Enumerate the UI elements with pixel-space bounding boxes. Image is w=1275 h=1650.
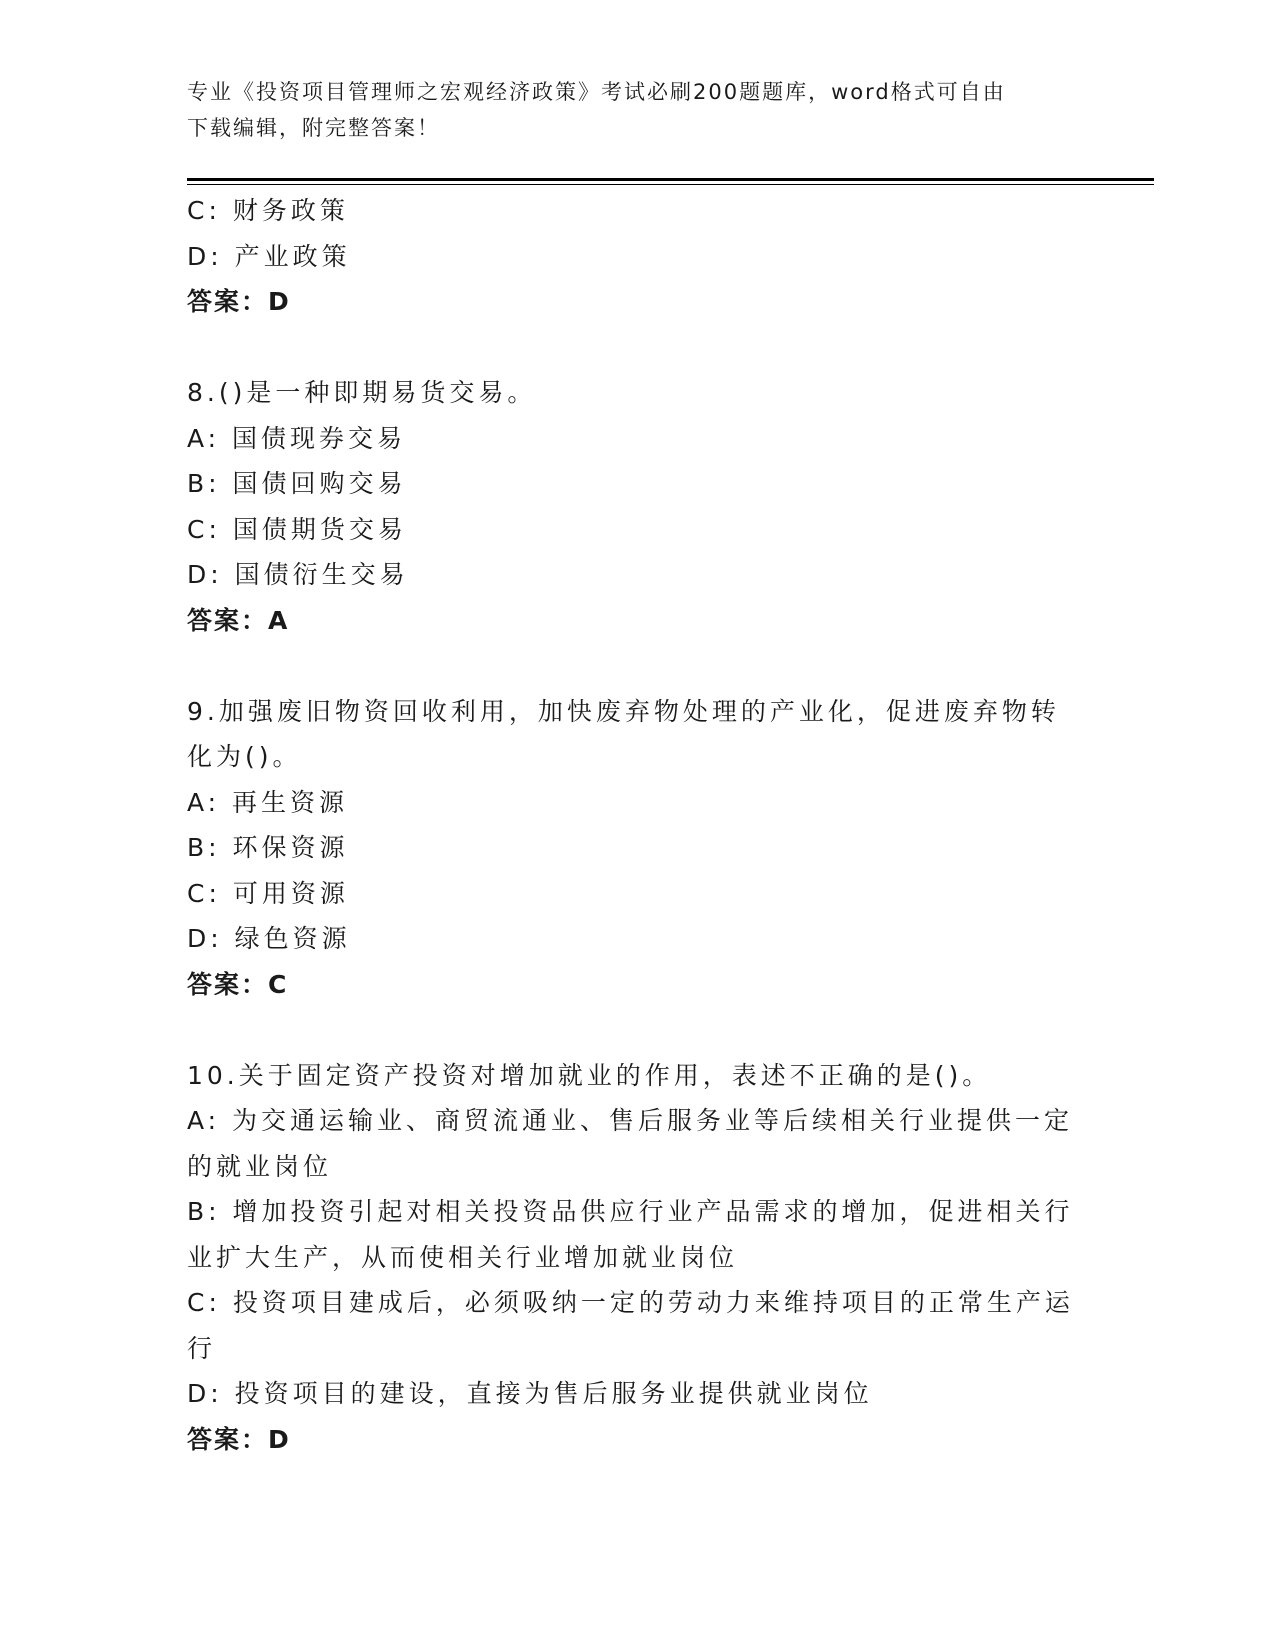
header-rule-thin <box>187 184 1154 185</box>
option-d: D: 绿色资源 <box>187 924 351 953</box>
spacer <box>187 643 1087 689</box>
option-b: B: 国债回购交易 <box>187 469 407 498</box>
answer-line: 答案：C <box>187 969 289 999</box>
option-b-continued: 业扩大生产，从而使相关行业增加就业岗位 <box>187 1242 739 1272</box>
option-a: A: 再生资源 <box>187 787 349 817</box>
question-list <box>187 188 1087 1462</box>
question-8 <box>187 370 1087 643</box>
option-c: C: 投资项目建成后，必须吸纳一定的劳动力来维持项目的正常生产运 <box>187 1288 1074 1317</box>
option-c: C: 财务政策 <box>187 196 349 225</box>
option-c-continued: 行 <box>187 1333 217 1363</box>
option-d: D: 产业政策 <box>187 241 351 271</box>
option-a-continued: 的就业岗位 <box>187 1151 333 1181</box>
answer-line: 答案：A <box>187 605 290 635</box>
header-line-1: 专业《投资项目管理师之宏观经济政策》考试必刷200题题库，word格式可自由 <box>187 80 1006 104</box>
spacer <box>187 1007 1087 1053</box>
answer-line: 答案：D <box>187 1424 291 1454</box>
question-10 <box>187 1053 1087 1463</box>
question-stem: 8.()是一种即期易货交易。 <box>187 378 537 407</box>
option-b: B: 环保资源 <box>187 833 349 862</box>
header-line-2: 下载编辑，附完整答案！ <box>187 116 440 140</box>
option-d: D: 国债衍生交易 <box>187 560 409 589</box>
question-stem: 9.加强废旧物资回收利用，加快废弃物处理的产业化，促进废弃物转 <box>187 696 1060 726</box>
option-c: C: 国债期货交易 <box>187 514 407 544</box>
question-stem: 10.关于固定资产投资对增加就业的作用，表述不正确的是()。 <box>187 1060 992 1090</box>
document-header <box>187 74 1067 146</box>
option-b: B: 增加投资引起对相关投资品供应行业产品需求的增加，促进相关行 <box>187 1197 1074 1226</box>
answer-line: 答案：D <box>187 287 291 316</box>
header-rule-thick <box>187 178 1154 181</box>
option-c: C: 可用资源 <box>187 878 349 908</box>
option-a: A: 为交通运输业、商贸流通业、售后服务业等后续相关行业提供一定 <box>187 1106 1074 1135</box>
question-9 <box>187 689 1087 1008</box>
option-d: D: 投资项目的建设，直接为售后服务业提供就业岗位 <box>187 1379 873 1408</box>
option-a: A: 国债现券交易 <box>187 423 407 453</box>
question-7-continuation <box>187 188 1087 325</box>
question-stem-continued: 化为()。 <box>187 742 302 771</box>
spacer <box>187 325 1087 371</box>
